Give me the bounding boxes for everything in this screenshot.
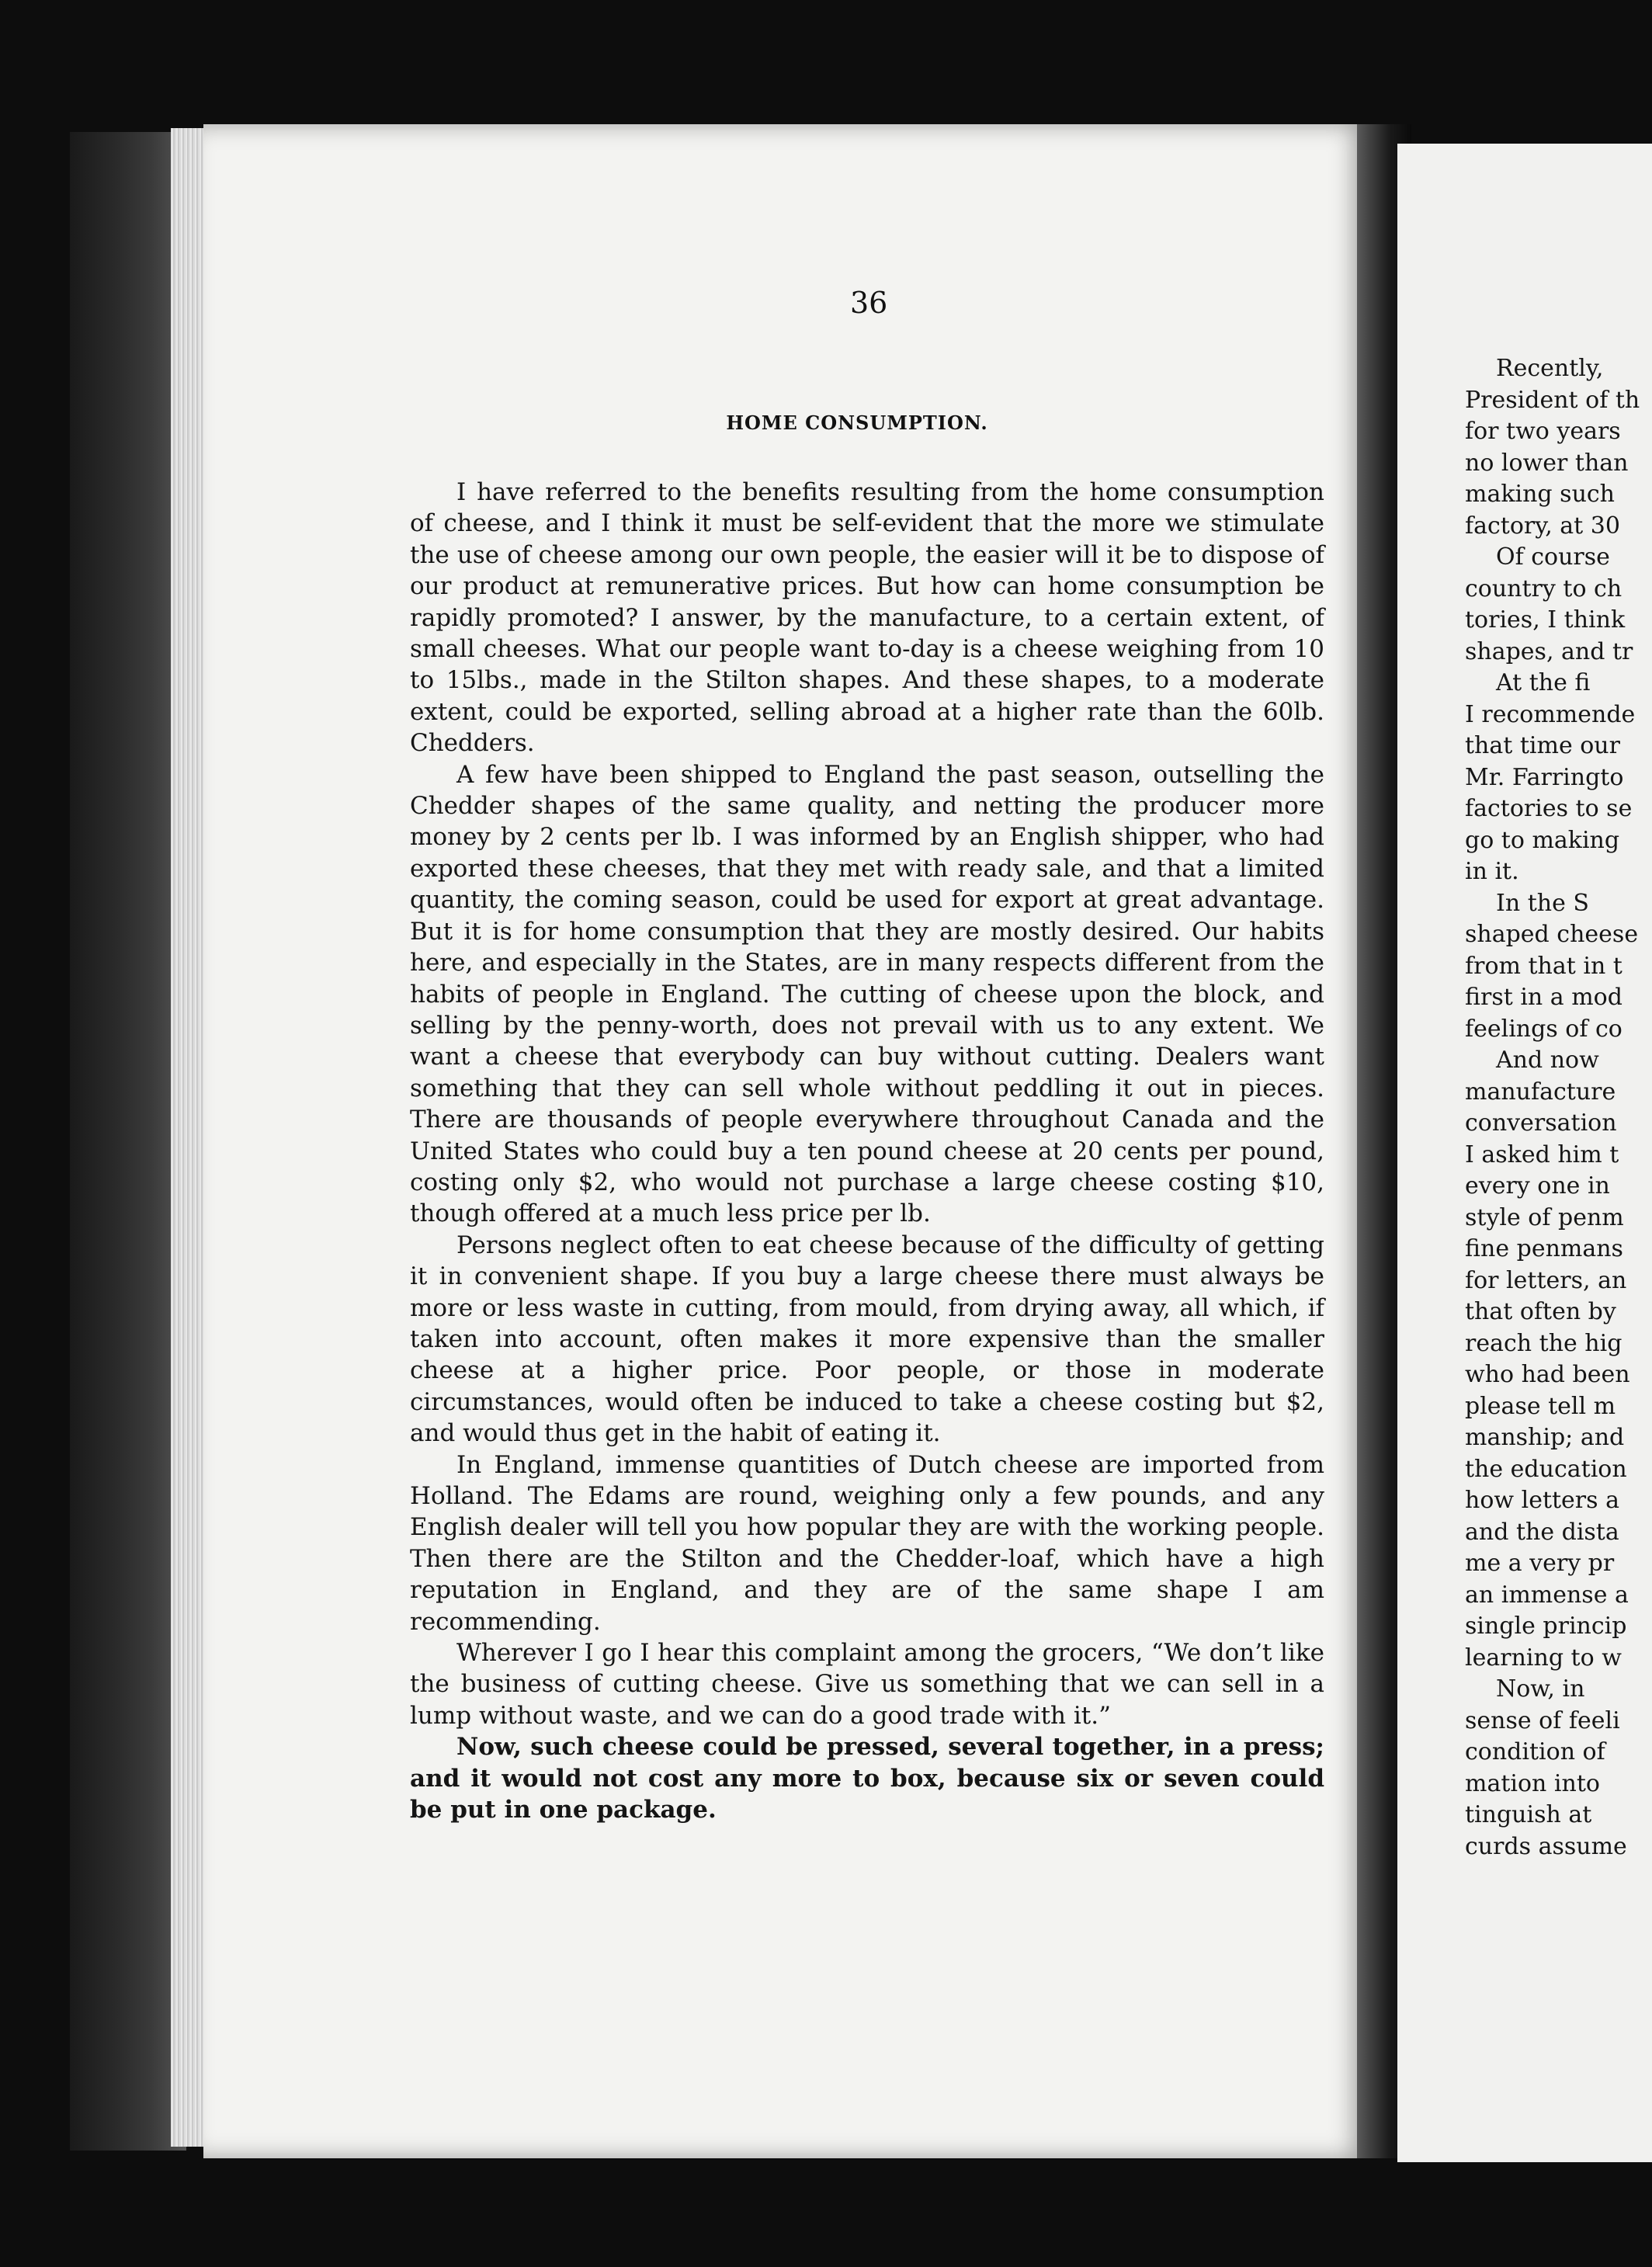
- facing-page-line: Now, in: [1496, 1675, 1585, 1703]
- facing-page-line: manufacture: [1465, 1078, 1616, 1106]
- facing-page-line: for two years: [1465, 418, 1621, 445]
- facing-page-line: me a very pr: [1465, 1550, 1615, 1577]
- facing-page-line: conversation: [1465, 1109, 1617, 1137]
- facing-page-line: Mr. Farringto: [1465, 763, 1624, 791]
- facing-page-line: and the dista: [1465, 1518, 1619, 1546]
- facing-page-line: every one in: [1465, 1172, 1610, 1199]
- page-number: 36: [850, 286, 888, 320]
- facing-page-line: from that in t: [1465, 952, 1622, 980]
- facing-page-line: that often by: [1465, 1298, 1616, 1325]
- facing-page-line: At the fi: [1496, 669, 1591, 696]
- paragraph: Persons neglect often to eat cheese because of the difficulty of getting it in convenient shape. If you buy a large cheese there must always be more or less waste in cutting, from mould, from drying away, all which, if taken into account, often makes it more expensive than the smaller cheese at a higher price. Poor people, or those in moderate circumstances, would often be induced to take a cheese costing but $2, and would thus get in the habit of eating it.: [410, 1231, 1324, 1448]
- section-heading: HOME CONSUMPTION.: [726, 411, 988, 434]
- paragraph: I have referred to the benefits resulting from the home consumption of cheese, and I think it must be self-evident that the more we stimulate the use of cheese among our own people, the easier will it be to dispose of our product at remunerative prices. But how can home consumption be rapidly promoted? I answer, by the manufacture, to a certain extent, of small cheeses. What our people want to-day is a cheese weighing from 10 to 15lbs., made in the Stilton shapes. And these shapes, to a moderate extent, could be exported, selling abroad at a higher rate than the 60lb. Chedders.: [410, 478, 1324, 758]
- facing-page-line: Recently,: [1496, 355, 1604, 382]
- body-text: [410, 477, 1324, 1825]
- facing-page-line: President of th: [1465, 386, 1640, 414]
- paragraph: In England, immense quantities of Dutch cheese are imported from Holland. The Edams are round, weighing only a few pounds, and any English dealer will tell you how popular they are with the working people. Then there are the Stilton and the Chedder-loaf, which have a high reputation in England, and they are of the same shape I am recommending.: [410, 1450, 1324, 1636]
- facing-page-line: factory, at 30: [1465, 512, 1620, 540]
- facing-page-line: shaped cheese: [1465, 921, 1639, 948]
- facing-page-line: for letters, an: [1465, 1266, 1627, 1294]
- facing-page-line: in it.: [1465, 858, 1519, 885]
- facing-page-line: manship; and: [1465, 1424, 1625, 1451]
- facing-page-line: And now: [1496, 1047, 1599, 1074]
- facing-page-line: fine penmans: [1465, 1235, 1623, 1262]
- paragraph: A few have been shipped to England the past season, outselling the Chedder shapes of the same quality, and netting the producer more money by 2 cents per lb. I was informed by an English shipper, who had exported these cheeses, that they met with ready sale, and that a limited quantity, the coming season, could be used for export at great advantage. But it is for home consumption that they are mostly desired. Our habits here, and especially in the States, are in many respects different from the habits of people in England. The cutting of cheese upon the block, and selling by the penny-worth, does not prevail with us to any extent. We want a cheese that everybody can buy without cutting. Dealers want something that they can sell whole without peddling it out in pieces. There are thousands of people everywhere throughout Canada and the United States who could buy a ten pound cheese at 20 cents per pound, costing only $2, who would not purchase a large cheese costing $10, though offered at a much less price per lb.: [410, 760, 1324, 1228]
- facing-page-line: feelings of co: [1465, 1015, 1622, 1043]
- facing-page-line: In the S: [1496, 889, 1589, 917]
- facing-page-line: style of penm: [1465, 1203, 1624, 1231]
- facing-page-text: [1465, 353, 1652, 1863]
- facing-page-line: who had been: [1465, 1361, 1630, 1388]
- facing-page-line: factories to se: [1465, 795, 1633, 822]
- facing-page-line: the education: [1465, 1455, 1627, 1483]
- facing-page-line: country to ch: [1465, 575, 1622, 602]
- facing-page-line: condition of: [1465, 1738, 1605, 1765]
- facing-page-line: tinguish at: [1465, 1801, 1592, 1828]
- facing-page-line: I recommende: [1465, 700, 1636, 728]
- facing-page-line: that time our: [1465, 732, 1620, 759]
- facing-page-line: mation into: [1465, 1769, 1600, 1797]
- facing-page-line: reach the hig: [1465, 1329, 1622, 1357]
- paragraph: Now, such cheese could be pressed, several together, in a press; and it would not cost any more to box, because six or seven could be put in one package.: [410, 1733, 1324, 1824]
- facing-page-line: learning to w: [1465, 1644, 1622, 1672]
- facing-page-line: go to making: [1465, 826, 1620, 854]
- facing-page-line: making such: [1465, 481, 1616, 508]
- facing-page-line: no lower than: [1465, 449, 1629, 477]
- facing-page-line: tories, I think: [1465, 606, 1626, 634]
- facing-page-line: how letters a: [1465, 1487, 1619, 1514]
- book-spine-left: [70, 132, 186, 2151]
- facing-page-line: sense of feeli: [1465, 1706, 1620, 1734]
- facing-page-line: I asked him t: [1465, 1140, 1619, 1168]
- facing-page-line: single princip: [1465, 1613, 1627, 1640]
- facing-page-line: Of course: [1496, 543, 1610, 571]
- facing-page-line: first in a mod: [1465, 984, 1622, 1011]
- facing-page-line: shapes, and tr: [1465, 637, 1633, 665]
- facing-page-line: an immense a: [1465, 1581, 1629, 1609]
- facing-page-line: curds assume: [1465, 1832, 1627, 1860]
- paragraph: Wherever I go I hear this complaint among the grocers, “We don’t like the business of cutting cheese. Give us something that we can sell in a lump without waste, and we can do a good trade with it.”: [410, 1639, 1324, 1730]
- facing-page-line: please tell m: [1465, 1392, 1616, 1420]
